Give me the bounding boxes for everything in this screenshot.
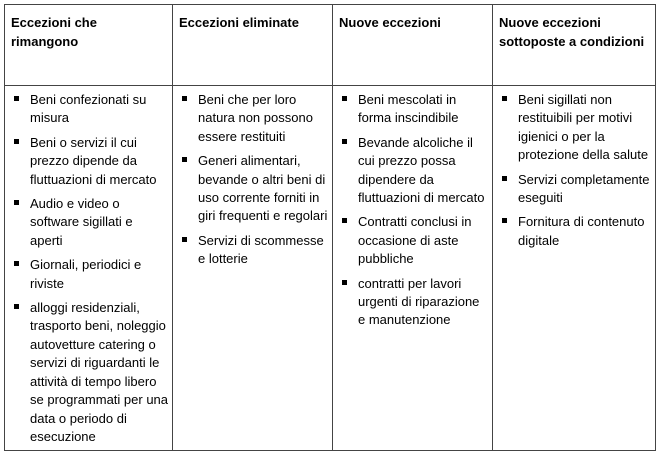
- list-item: [495, 213, 651, 250]
- header-conditional-exceptions: Nuove eccezioni sottoposte a condizioni: [493, 5, 656, 86]
- list-item-text: Contratti conclusi in occasione di aste pubbliche: [358, 214, 472, 267]
- list-item-text: Bevande alcoliche il cui prezzo possa dipendere da fluttuazioni di mercato: [358, 134, 485, 206]
- square-bullet-icon: [502, 96, 507, 101]
- square-bullet-icon: [14, 200, 19, 205]
- square-bullet-icon: [342, 218, 347, 223]
- list-item: [335, 91, 488, 128]
- cell-conditional-exceptions: [493, 86, 656, 451]
- table-header-row: [5, 5, 656, 86]
- square-bullet-icon: [342, 280, 347, 285]
- list-item-text: Servizi di scommesse e lotterie: [198, 232, 324, 267]
- square-bullet-icon: [14, 261, 19, 266]
- list-item: [7, 134, 168, 189]
- list-remaining-exceptions: [7, 91, 168, 446]
- square-bullet-icon: [14, 304, 19, 309]
- list-item-text: Beni o servizi il cui prezzo dipende da fluttuazioni di mercato: [30, 134, 157, 187]
- header-remaining-exceptions: Eccezioni che rimangono: [5, 5, 173, 86]
- table-body-row: [5, 86, 656, 451]
- square-bullet-icon: [14, 139, 19, 144]
- square-bullet-icon: [342, 139, 347, 144]
- list-item-text: Generi alimentari, bevande o altri beni di uso corrente forniti in giri frequenti e regolari: [198, 153, 328, 224]
- list-item-text: Audio e video o software sigillati e aperti: [30, 196, 133, 248]
- list-item: [175, 232, 328, 269]
- exceptions-table-container: [4, 4, 656, 451]
- list-item: [7, 91, 168, 128]
- list-item: [7, 256, 168, 293]
- list-item-text: Beni confezionati su misura: [30, 92, 147, 126]
- header-eliminated-exceptions: Eccezioni eliminate: [173, 5, 333, 86]
- cell-new-exceptions: [333, 86, 493, 451]
- list-item-text: Giornali, periodici e riviste: [30, 257, 142, 291]
- exceptions-table: [4, 4, 656, 451]
- cell-eliminated-exceptions: [173, 86, 333, 451]
- list-item: [7, 195, 168, 250]
- list-item: [495, 171, 651, 208]
- square-bullet-icon: [182, 157, 187, 162]
- list-item-text: Beni sigillati non restituibili per motivi igienici o per la protezione della salute: [518, 92, 649, 163]
- list-item-text: contratti per lavori urgenti di riparazione e manutenzione: [358, 275, 480, 328]
- list-item: [495, 91, 651, 165]
- list-conditional-exceptions: [495, 91, 651, 250]
- list-item: [175, 152, 328, 226]
- square-bullet-icon: [182, 237, 187, 242]
- square-bullet-icon: [502, 218, 507, 223]
- list-item: [7, 299, 168, 446]
- list-item-text: Fornitura di contenuto digitale: [518, 214, 645, 248]
- cell-remaining-exceptions: [5, 86, 173, 451]
- square-bullet-icon: [14, 96, 19, 101]
- list-item-text: alloggi residenziali, trasporto beni, noleggio autovetture catering o servizi di riguardanti le attività di tempo libero se programmati per una data o periodo di esecuzione: [30, 300, 169, 444]
- list-item-text: Servizi completamente eseguiti: [518, 171, 650, 206]
- list-item: [175, 91, 328, 146]
- list-item: [335, 275, 488, 330]
- square-bullet-icon: [182, 96, 187, 101]
- header-new-exceptions: Nuove eccezioni: [333, 5, 493, 86]
- list-eliminated-exceptions: [175, 91, 328, 269]
- square-bullet-icon: [342, 96, 347, 101]
- list-new-exceptions: [335, 91, 488, 330]
- list-item: [335, 134, 488, 208]
- list-item: [335, 213, 488, 268]
- list-item-text: Beni che per loro natura non possono essere restituiti: [198, 92, 313, 144]
- list-item-text: Beni mescolati in forma inscindibile: [358, 92, 459, 126]
- square-bullet-icon: [502, 176, 507, 181]
